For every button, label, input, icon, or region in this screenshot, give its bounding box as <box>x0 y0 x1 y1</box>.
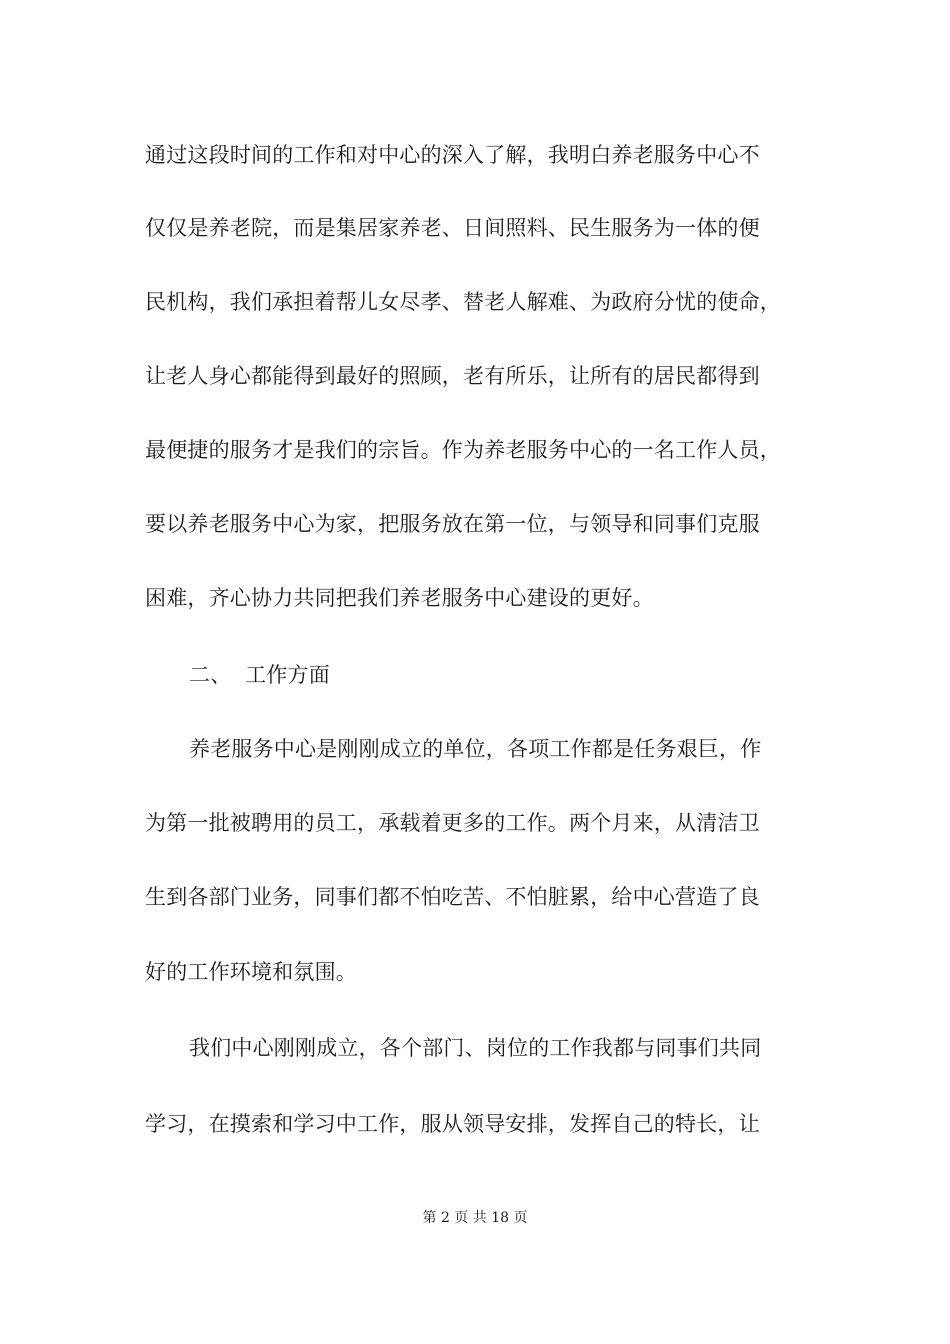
text-line: 民机构，我们承担着帮儿女尽孝、替老人解难、为政府分忧的使命， <box>145 290 781 314</box>
text-line: 为第一批被聘用的员工，承载着更多的工作。两个月来，从清洁卫 <box>145 811 760 835</box>
text-line: 通过这段时间的工作和对中心的深入了解，我明白养老服务中心不 <box>145 143 760 167</box>
text-line: 我们中心刚刚成立，各个部门、岗位的工作我都与同事们共同 <box>189 1036 762 1060</box>
text-line: 好的工作环境和氛围。 <box>145 960 357 984</box>
text-line: 仅仅是养老院，而是集居家养老、日间照料、民生服务为一体的便 <box>145 216 760 240</box>
text-line: 最便捷的服务才是我们的宗旨。作为养老服务中心的一名工作人员， <box>145 438 781 462</box>
text-line: 养老服务中心是刚刚成立的单位，各项工作都是任务艰巨，作 <box>189 737 762 761</box>
text-line: 生到各部门业务，同事们都不怕吃苦、不怕脏累，给中心营造了良 <box>145 885 760 909</box>
text-line: 要以养老服务中心为家，把服务放在第一位，与领导和同事们克服 <box>145 512 760 536</box>
text-line: 学习，在摸索和学习中工作，服从领导安排，发挥自己的特长，让 <box>145 1112 760 1136</box>
section-heading: 二、 工作方面 <box>189 663 330 687</box>
text-line: 困难，齐心协力共同把我们养老服务中心建设的更好。 <box>145 586 654 610</box>
page-footer: 第 2 页 共 18 页 <box>422 1210 528 1226</box>
text-line: 让老人身心都能得到最好的照顾，老有所乐，让所有的居民都得到 <box>145 364 760 388</box>
